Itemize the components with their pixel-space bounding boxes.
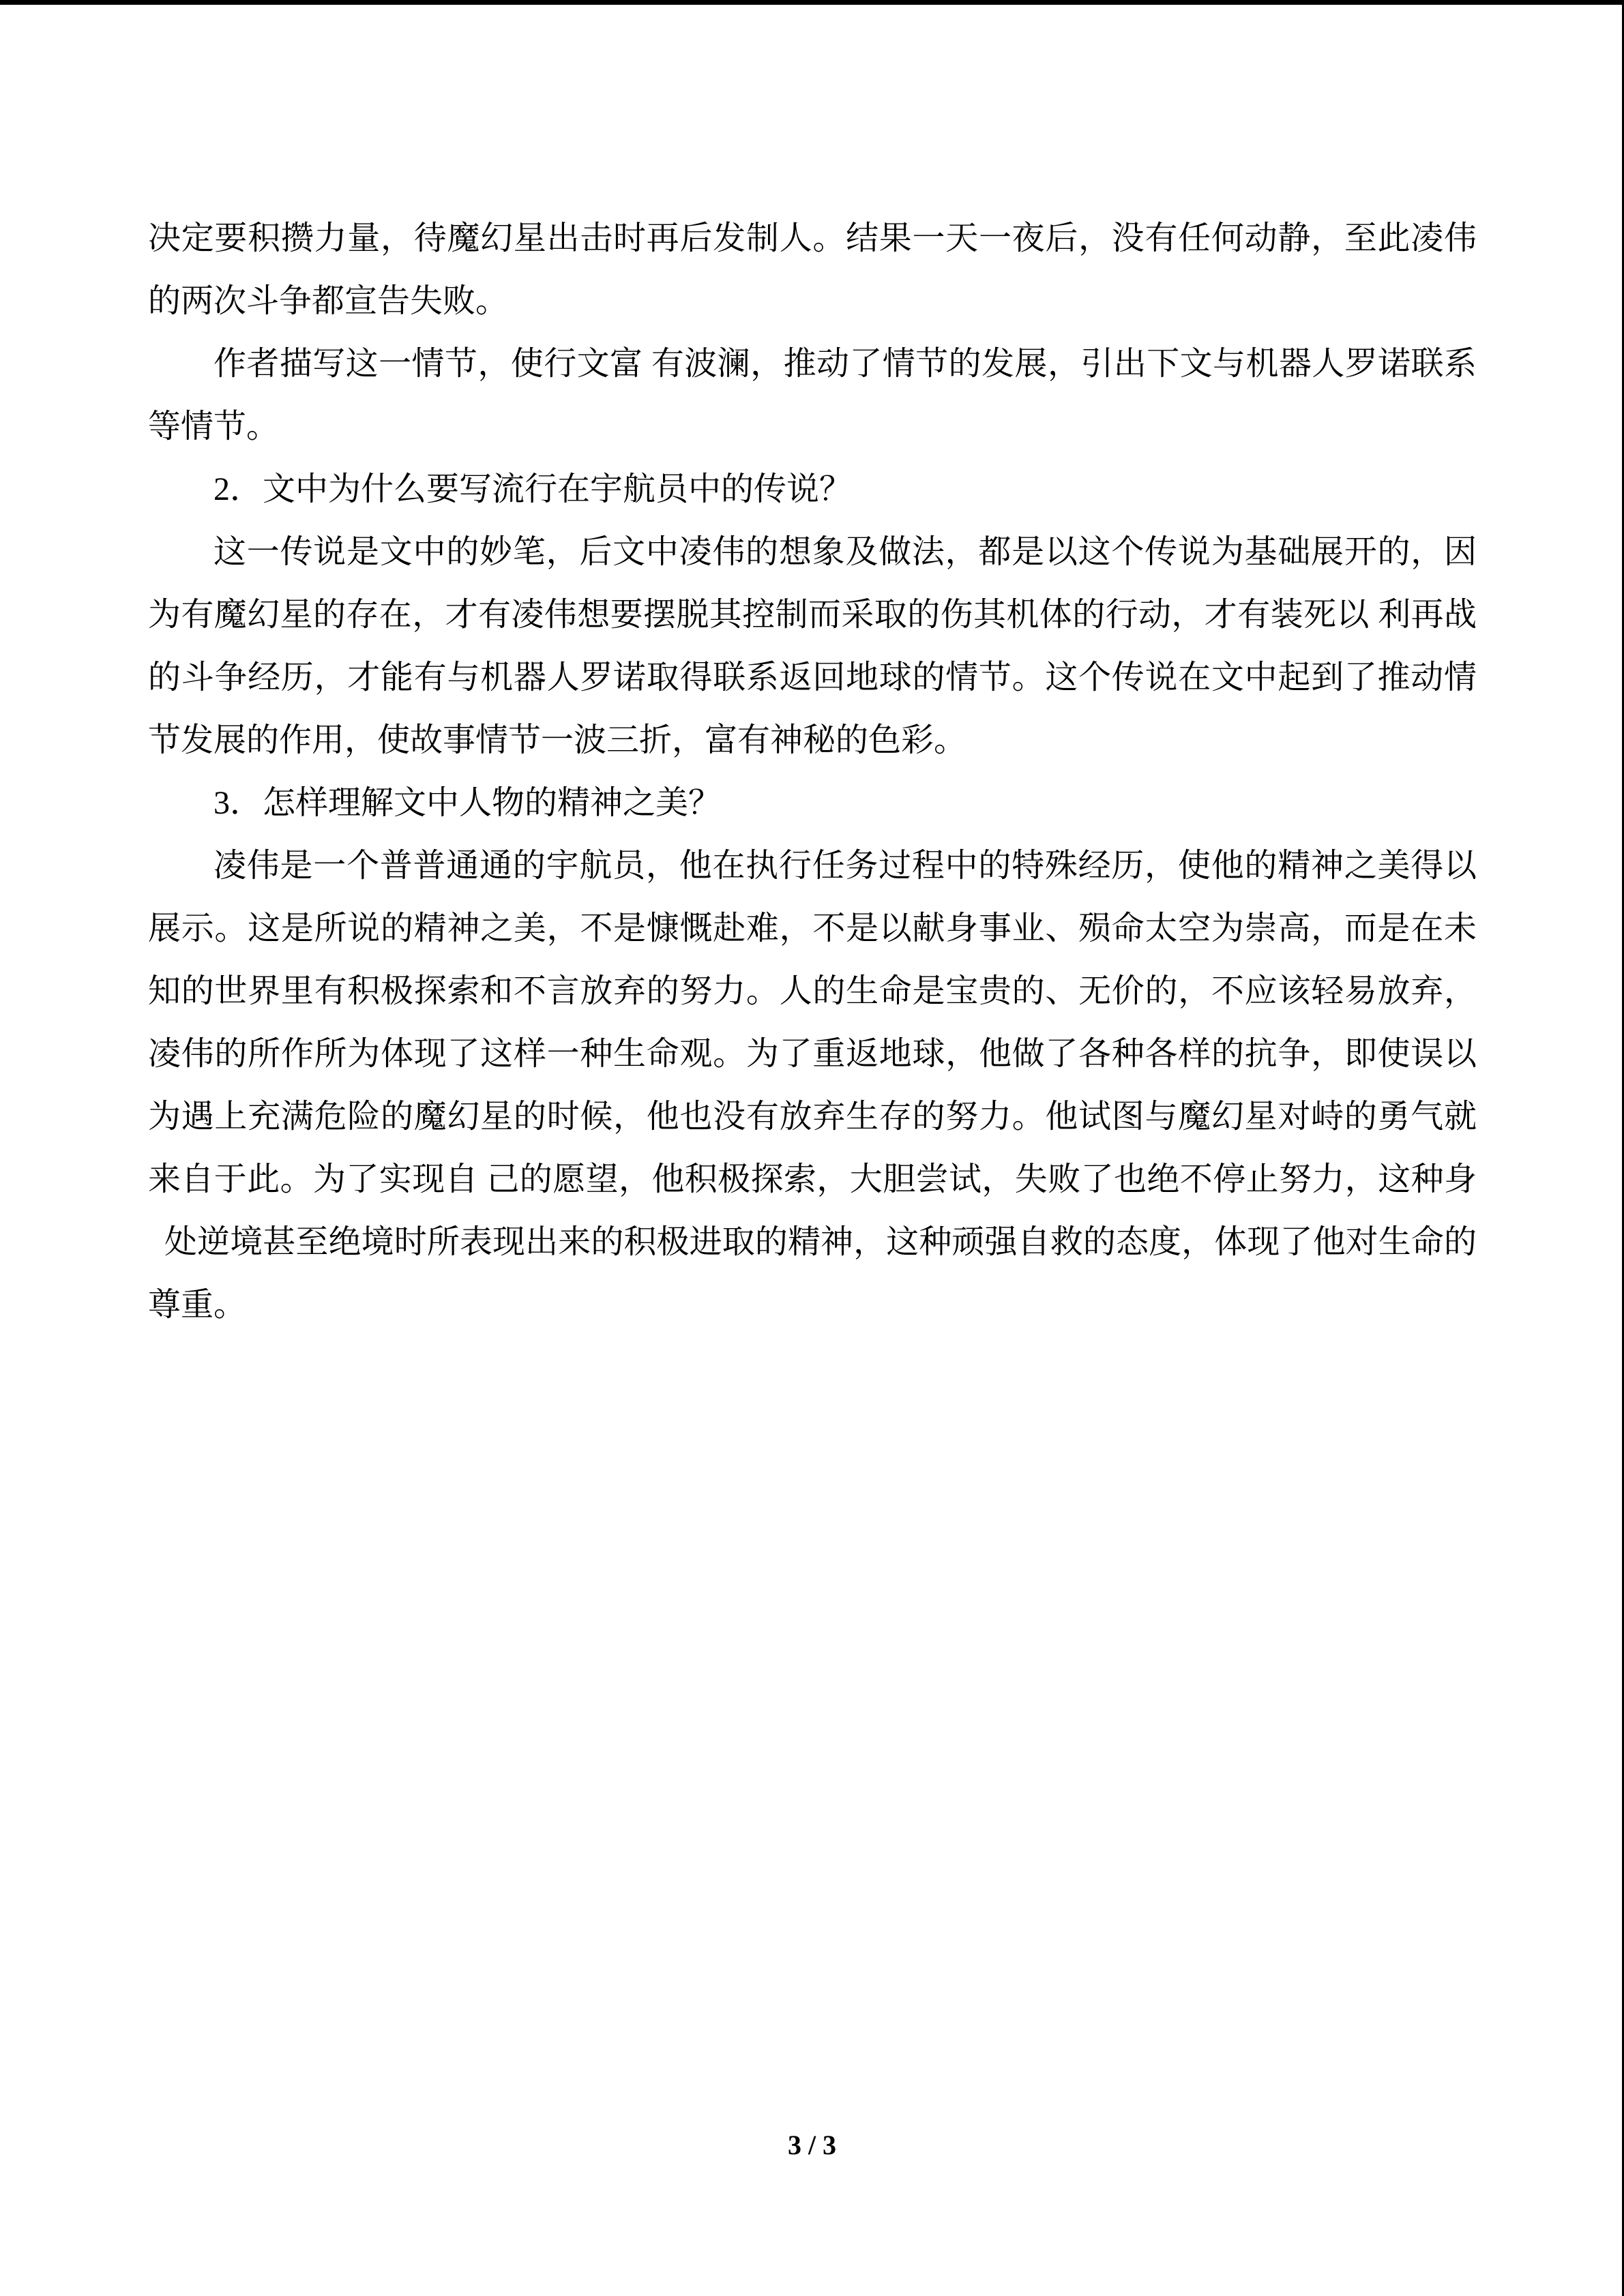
- text-line: 3．怎样理解文中人物的精神之美？: [213, 785, 722, 821]
- text-line: 等情节。: [148, 408, 280, 445]
- text-line: 这一传说是文中的妙笔，后文中凌伟的想象及做法，都是以这个传说为基础展开的，因: [213, 534, 1477, 570]
- text-line: 来自于此。为了实现自 己的愿望，他积极探索，大胆尝试，失败了也绝不停止努力，这种身: [148, 1161, 1477, 1197]
- text-line: 知的世界里有积极探索和不言放弃的努力。人的生命是宝贵的、无价的，不应该轻易放弃，: [148, 973, 1477, 1009]
- text-line: 处逆境甚至绝境时所表现出来的积极进取的精神，这种顽强自救的态度，体现了他对生命的: [164, 1224, 1477, 1260]
- page-number: 3 / 3: [787, 2130, 837, 2160]
- scan-edge-top: [0, 0, 1624, 5]
- text-line: 为有魔幻星的存在，才有凌伟想要摆脱其控制而采取的伤其机体的行动，才有装死以 利再战: [148, 597, 1477, 633]
- text-line: 的斗争经历，才能有与机器人罗诺取得联系返回地球的情节。这个传说在文中起到了推动情: [148, 659, 1477, 696]
- text-line: 的两次斗争都宣告失败。: [148, 283, 509, 319]
- text-line: 为遇上充满危险的魔幻星的时候，他也没有放弃生存的努力。他试图与魔幻星对峙的勇气就: [148, 1099, 1477, 1135]
- text-line: 作者描写这一情节，使行文富 有波澜，推动了情节的发展，引出下文与机器人罗诺联系: [213, 346, 1477, 382]
- text-line: 展示。这是所说的精神之美，不是慷慨赴难，不是以献身事业、殒命太空为崇高，而是在未: [148, 910, 1477, 946]
- document-body-text: [148, 207, 1477, 1337]
- text-line: 节发展的作用，使故事情节一波三折，富有神秘的色彩。: [148, 722, 967, 758]
- text-line: 尊重。: [148, 1287, 247, 1323]
- text-line: 决定要积攒力量，待魔幻星出击时再后发制人。结果一天一夜后，没有任何动静，至此凌伟: [148, 220, 1477, 256]
- text-line: 凌伟是一个普普通通的宇航员，他在执行任务过程中的特殊经历，使他的精神之美得以: [213, 848, 1477, 884]
- text-line: 凌伟的所作所为体现了这样一种生命观。为了重返地球，他做了各种各样的抗争，即使误以: [148, 1036, 1477, 1072]
- text-line: 2．文中为什么要写流行在宇航员中的传说？: [213, 471, 853, 507]
